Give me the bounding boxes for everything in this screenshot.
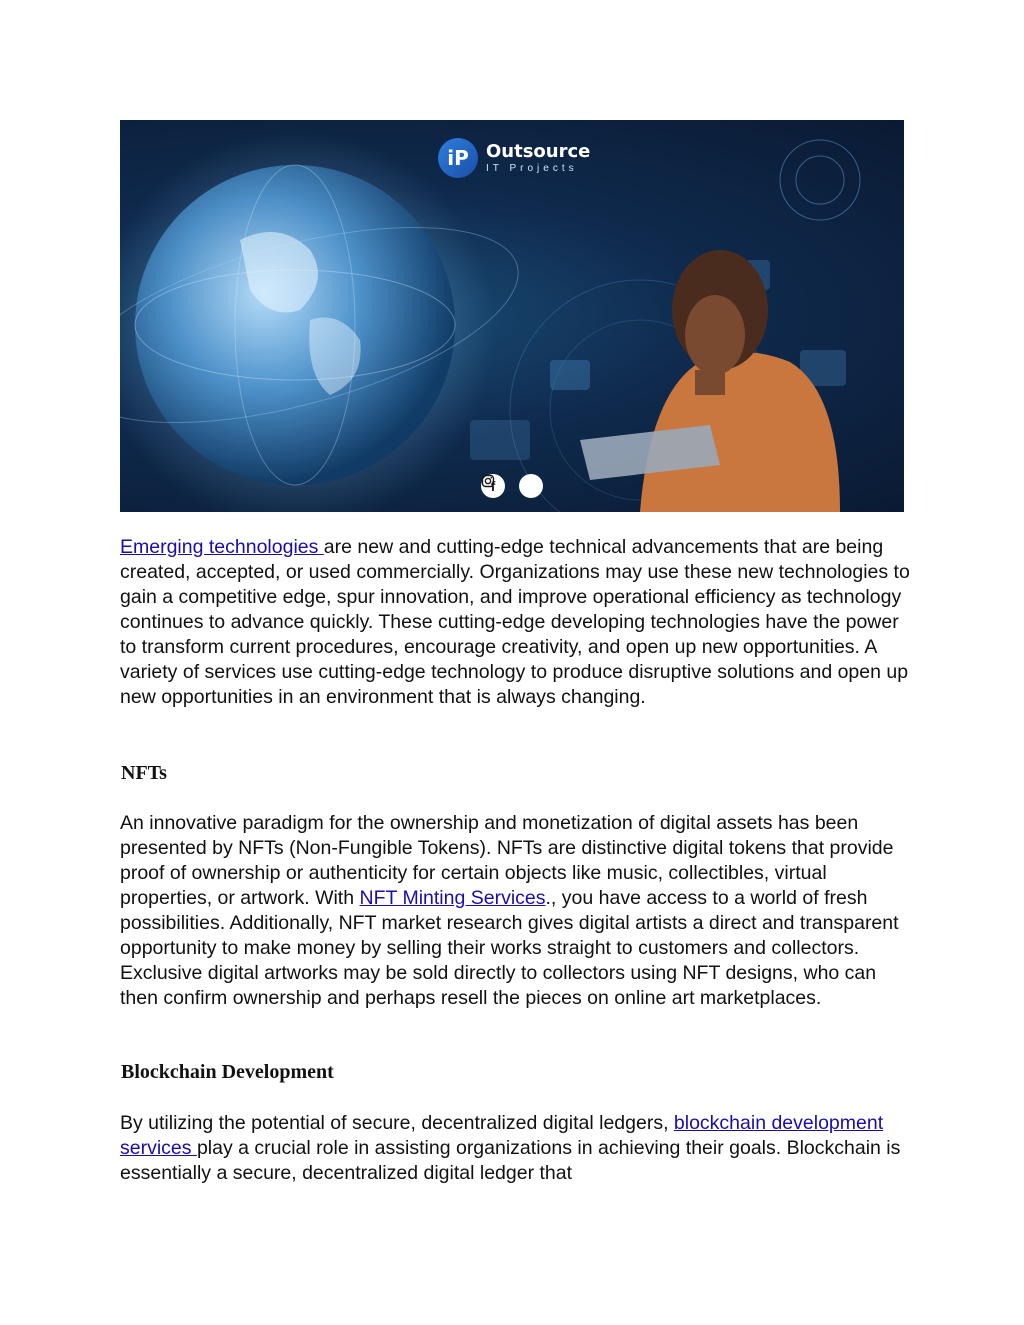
- facebook-icon[interactable]: f: [481, 474, 505, 498]
- nfts-paragraph: [120, 811, 910, 1011]
- blockchain-development-services-link[interactable]: blockchain development services: [120, 1112, 884, 1159]
- logo-name: Outsource: [486, 140, 591, 162]
- nfts-text-before: An innovative paradigm for the ownership and monetization of digital assets has been presented by NFTs (Non-Fungible Tokens). NFTs are distinctive digital tokens that provide proof of ownership or authenticity for certain objects like music, collectibles, virtual properties, or artwork. With: [120, 812, 894, 909]
- blockchain-paragraph: [120, 1111, 910, 1186]
- emerging-technologies-link[interactable]: Emerging technologies: [120, 536, 324, 558]
- hero-illustration: [120, 120, 904, 512]
- nfts-text-after: ., you have access to a world of fresh possibilities. Additionally, NFT market research gives digital artists a direct and transparent opportunity to make money by selling their works straight to customers and collectors. Exclusive digital artworks may be sold directly to collectors using NFT designs, who can then confirm ownership and perhaps resell the pieces on online art marketplaces.: [120, 887, 899, 1009]
- instagram-icon[interactable]: [519, 474, 543, 498]
- hero-banner-image: [120, 120, 904, 512]
- intro-text: are new and cutting-edge technical advancements that are being created, accepted, or used commercially. Organizations may use these new technologies to gain a competitive edge, spur innovation, and improve operational efficiency as technology continues to advance quickly. These cutting-edge developing technologies have the power to transform current procedures, encourage creativity, and open up new opportunities. A variety of services use cutting-edge technology to produce disruptive solutions and open up new opportunities in an environment that is always changing.: [120, 536, 910, 708]
- brand-logo: [438, 138, 590, 178]
- intro-paragraph: [120, 535, 910, 710]
- logo-mark: iP: [438, 138, 478, 178]
- heading-nfts: NFTs: [121, 762, 167, 784]
- blockchain-text-before: By utilizing the potential of secure, decentralized digital ledgers,: [120, 1112, 674, 1134]
- social-links: [481, 474, 543, 498]
- nft-minting-services-link[interactable]: NFT Minting Services: [359, 887, 546, 909]
- globe-graphic: [135, 165, 455, 485]
- blockchain-text-after: play a crucial role in assisting organizations in achieving their goals. Blockchain is essentially a secure, decentralized digital ledger that: [120, 1137, 901, 1184]
- logo-subtitle: IT Projects: [486, 162, 578, 174]
- heading-blockchain-development: Blockchain Development: [121, 1061, 334, 1083]
